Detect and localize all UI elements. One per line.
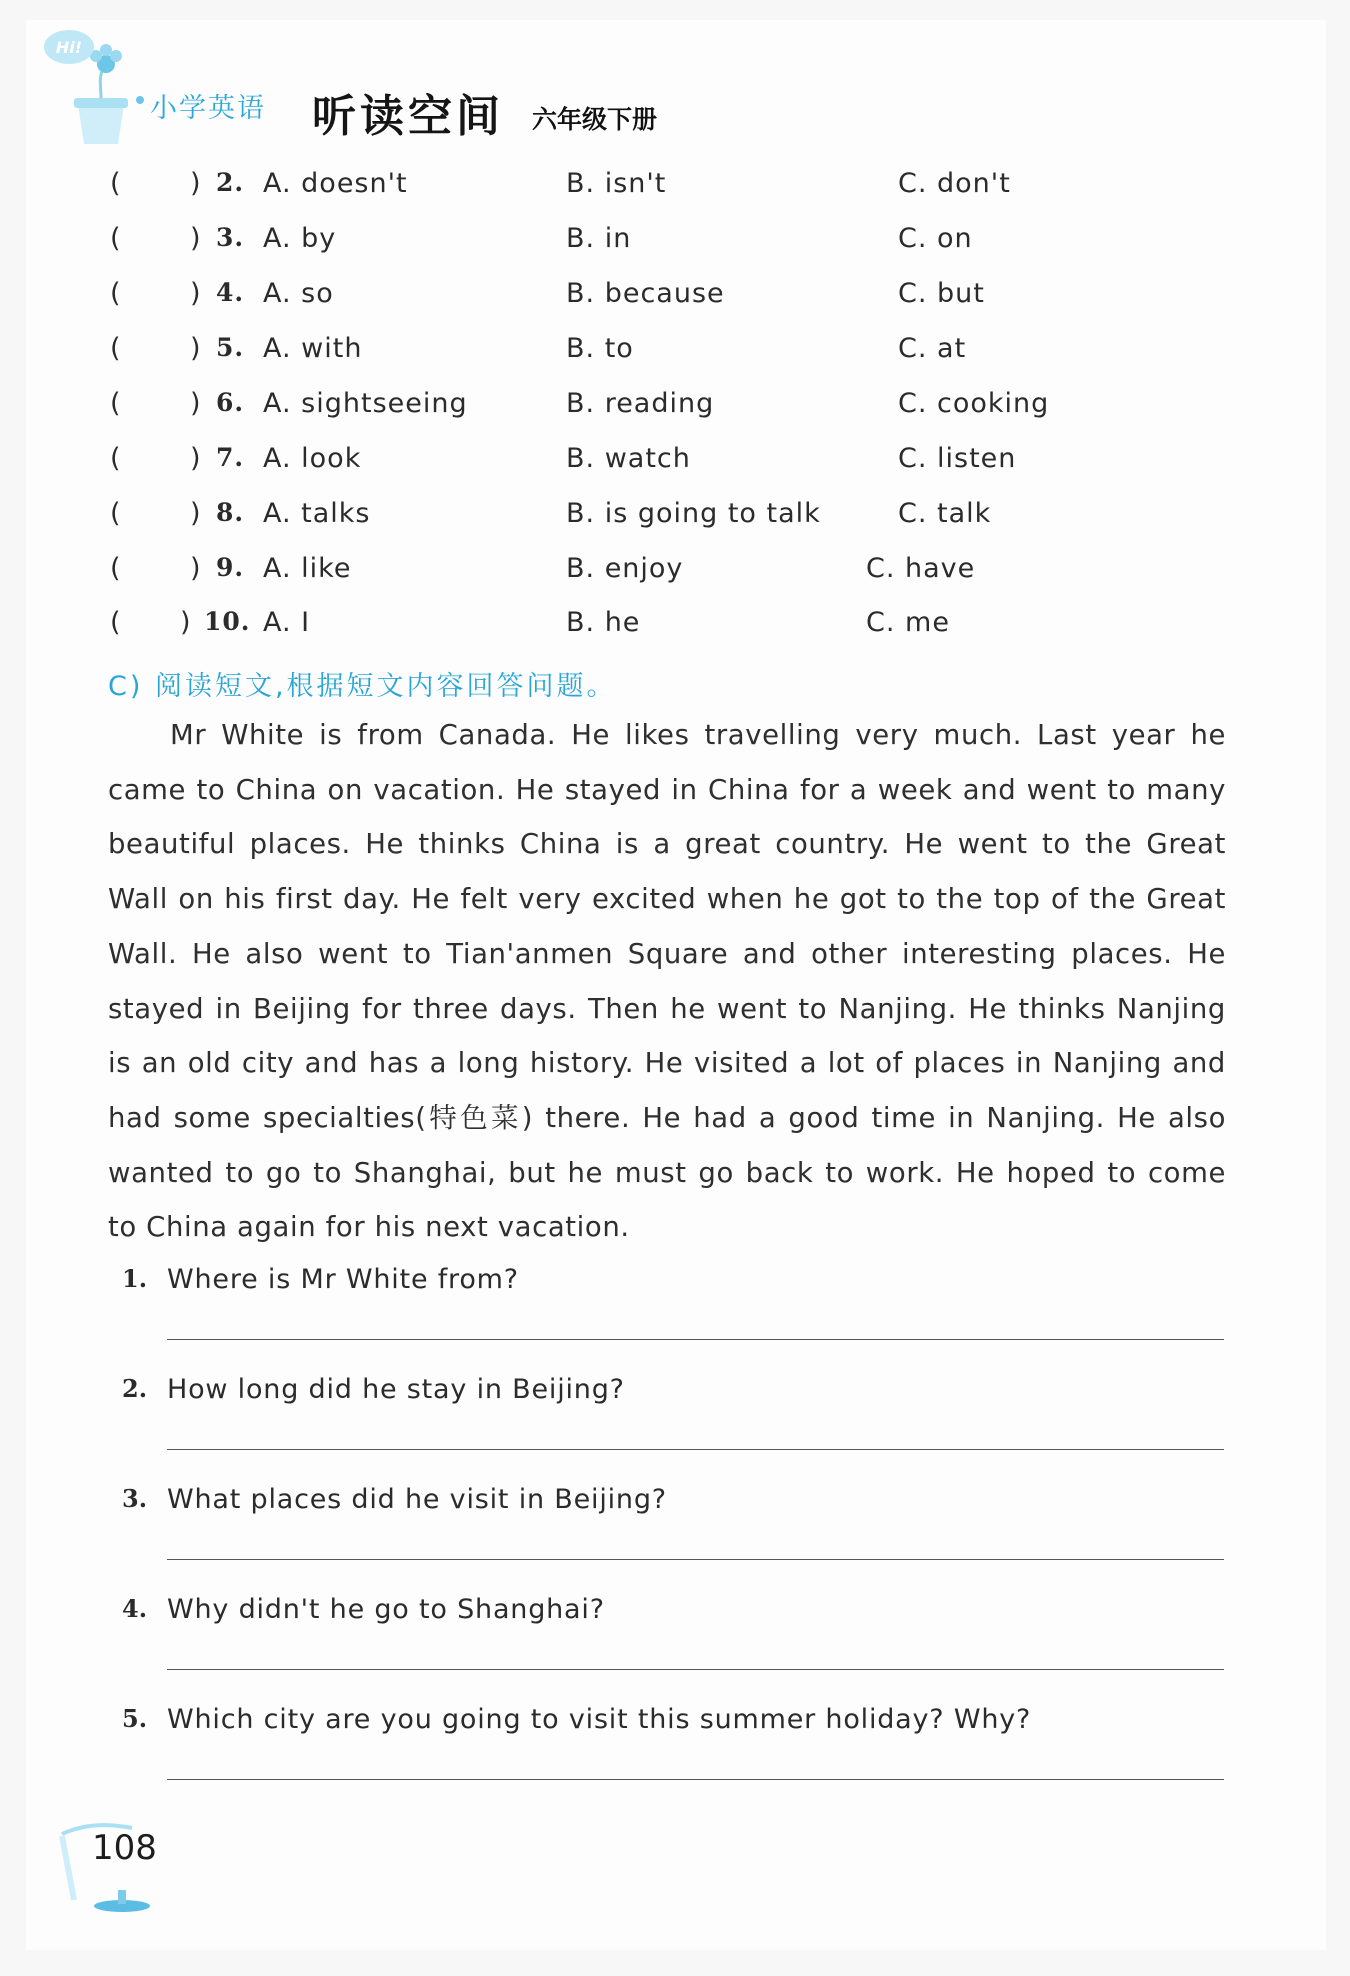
answer-paren-open: ( [110,607,122,638]
question-number: 1. [122,1264,148,1293]
mc-item-number: 9. [216,553,245,582]
mc-item [0,223,1350,263]
option-b: B. he [566,607,641,638]
answer-paren-open: ( [110,443,122,474]
option-b: B. is going to talk [566,498,821,529]
answer-paren-close: ) [180,607,192,638]
section-c-title: C) 阅读短文,根据短文内容回答问题。 [108,671,617,702]
option-a: A. doesn't [263,168,408,199]
answer-paren-close: ) [190,333,202,364]
question-number: 3. [122,1484,148,1513]
option-c: C. me [866,607,950,638]
question-number: 2. [122,1374,148,1403]
question-text: How long did he stay in Beijing? [167,1374,625,1405]
option-a: A. like [263,553,352,584]
question-number: 5. [122,1704,148,1733]
reading-passage [108,708,1226,1255]
option-a: A. I [263,607,311,638]
option-a: A. look [263,443,362,474]
answer-line[interactable] [167,1669,1224,1670]
option-c: C. cooking [898,388,1050,419]
option-a: A. by [263,223,337,254]
series-name: 小学英语 [150,93,266,124]
answer-paren-close: ) [190,388,202,419]
option-b: B. enjoy [566,553,684,584]
answer-paren-close: ) [190,443,202,474]
option-c: C. listen [898,443,1017,474]
option-b: B. in [566,223,632,254]
option-b: B. to [566,333,634,364]
mc-item-number: 3. [216,223,245,252]
mc-item-number: 2. [216,168,245,197]
mc-item [0,498,1350,538]
answer-paren-open: ( [110,168,122,199]
answer-paren-open: ( [110,223,122,254]
hi-logo-badge: Hi! [44,30,94,64]
option-b: B. watch [566,443,691,474]
mc-item [0,168,1350,208]
answer-paren-open: ( [110,278,122,309]
question-text: Which city are you going to visit this summer holiday? Why? [167,1704,1032,1735]
mc-item-number: 10. [204,607,251,636]
mc-item-number: 8. [216,498,245,527]
option-c: C. have [866,553,976,584]
answer-line[interactable] [167,1339,1224,1340]
question-text: Why didn't he go to Shanghai? [167,1594,605,1625]
book-title: 听读空间 [312,91,504,142]
option-a: A. sightseeing [263,388,468,419]
option-a: A. talks [263,498,371,529]
page-number: 108 [92,1828,157,1868]
answer-paren-close: ) [190,223,202,254]
option-b: B. because [566,278,725,309]
option-c: C. at [898,333,967,364]
answer-line[interactable] [167,1559,1224,1560]
answer-paren-close: ) [190,278,202,309]
answer-paren-close: ) [190,168,202,199]
option-b: B. isn't [566,168,667,199]
mc-item-number: 7. [216,443,245,472]
mc-item [0,278,1350,318]
mc-item-number: 6. [216,388,245,417]
answer-paren-open: ( [110,498,122,529]
answer-paren-open: ( [110,388,122,419]
answer-paren-open: ( [110,553,122,584]
question-number: 4. [122,1594,148,1623]
mc-item [0,443,1350,483]
option-c: C. don't [898,168,1011,199]
answer-line[interactable] [167,1779,1224,1780]
option-c: C. talk [898,498,992,529]
mc-item-number: 4. [216,278,245,307]
option-c: C. but [898,278,985,309]
answer-paren-close: ) [190,498,202,529]
mc-item [0,607,1350,647]
answer-line[interactable] [167,1449,1224,1450]
mc-item [0,333,1350,373]
question-text: What places did he visit in Beijing? [167,1484,667,1515]
mc-item-number: 5. [216,333,245,362]
answer-paren-open: ( [110,333,122,364]
question-text: Where is Mr White from? [167,1264,519,1295]
answer-paren-close: ) [190,553,202,584]
option-c: C. on [898,223,973,254]
mc-item [0,553,1350,593]
grade-label: 六年级下册 [532,105,658,134]
mc-item [0,388,1350,428]
option-b: B. reading [566,388,715,419]
option-a: A. so [263,278,334,309]
option-a: A. with [263,333,363,364]
passage-text: Mr White is from Canada. He likes travelling very much. Last year he came to China on vacation. He stayed in China for a week and went to many beautiful places. He thinks China is a great country. He went to the Great Wall on his first day. He felt very excited when he got to the top of the Great Wall. He also went to Tian'anmen Square and other interesting places. He stayed in Beijing for three days. Then he went to Nanjing. He thinks Nanjing is an old city and has a long history. He visited a lot of places in Nanjing and had some specialties(特色菜) there. He had a good time in Nanjing. He also wanted to go to Shanghai, but he must go back to work. He hoped to come to China again for his next vacation. [108,719,1226,1244]
